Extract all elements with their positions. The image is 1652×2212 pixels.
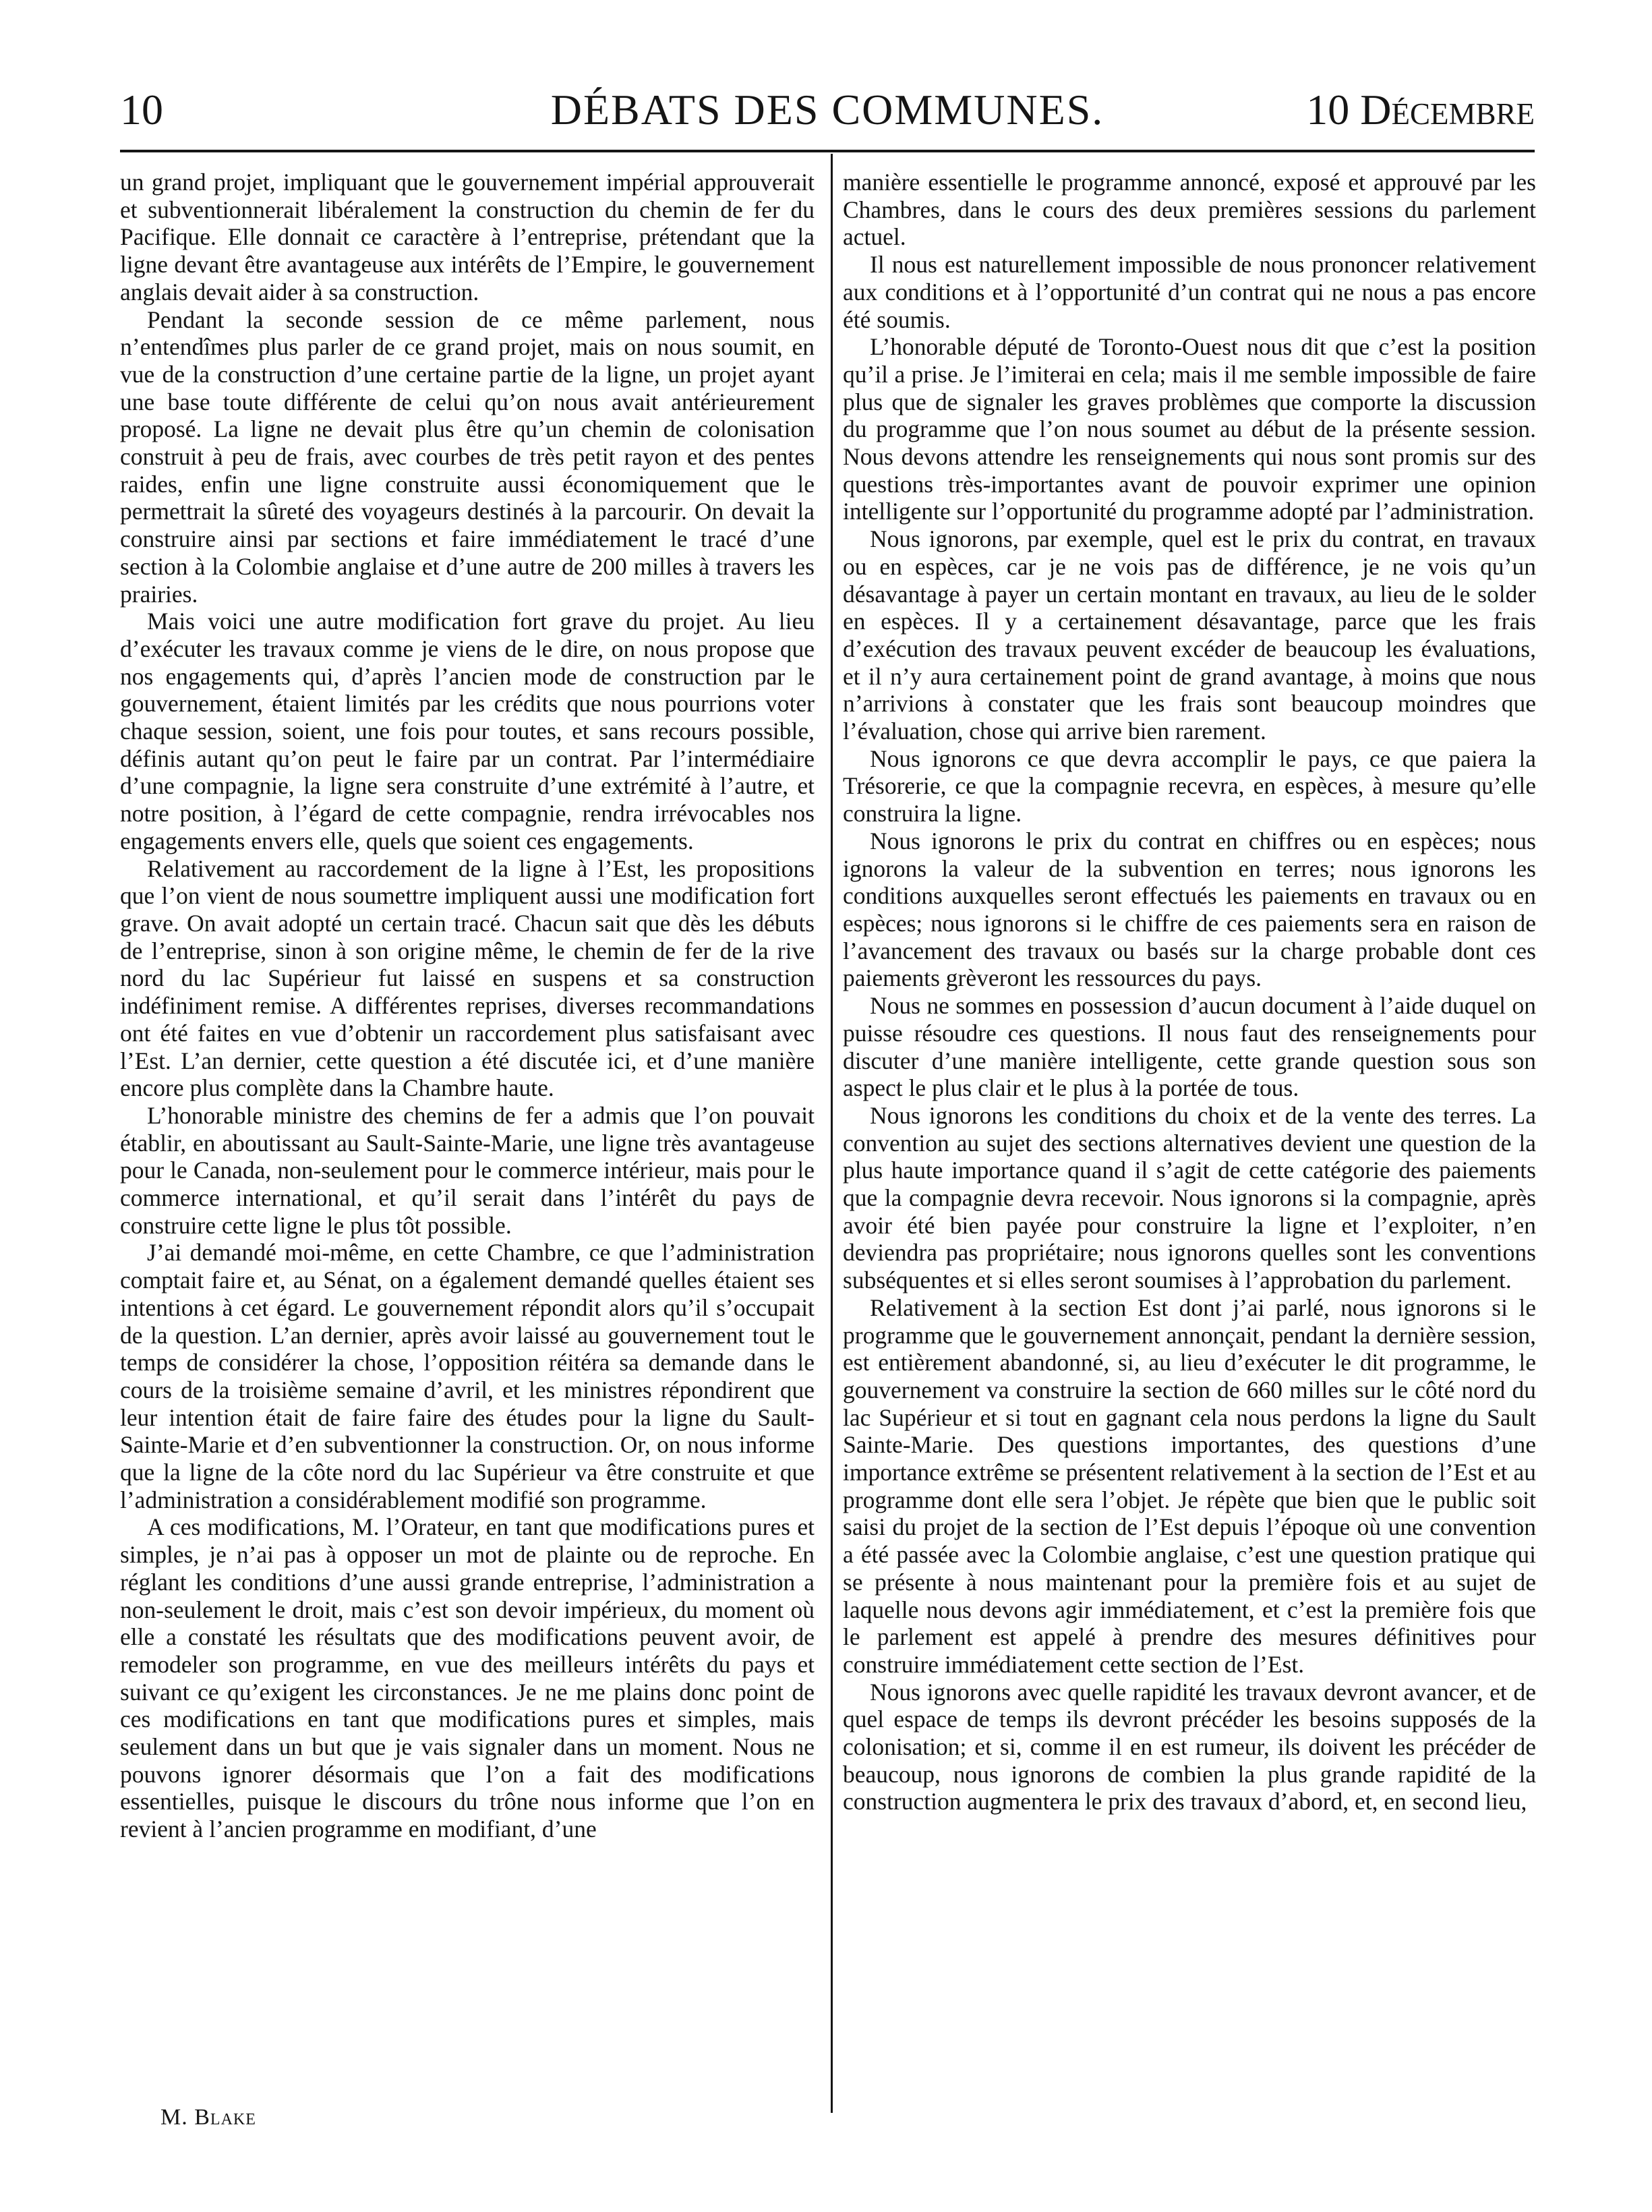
header-date: 10 Décembre: [1306, 86, 1535, 134]
paragraph: Pendant la seconde session de ce même parlement, nous n’entendîmes plus parler de ce grand projet, mais on nous soumit, en vue de la construction d’une certaine partie de la ligne, un projet ayant une base toute différente de celui qu’on nous avait antérieurement proposé. La ligne ne devait plus être qu’un chemin de colonisation construit à peu de frais, avec courbes de très petit rayon et des pentes raides, enfin une ligne construite aussi économiquement que le permettrait la sûreté des voyageurs destinés à la parcourir. On devait la construire ainsi par sections et faire immédiatement le tracé d’une section à la Colombie anglaise et d’une autre de 200 milles à travers les prairies.: [120, 305, 815, 608]
column-divider: [831, 154, 833, 2113]
paragraph: Relativement au raccordement de la ligne à l’Est, les propositions que l’on vient de nous soumettre impliquent aussi une modification fort grave. On avait adopté un certain tracé. Chacun sait que dès les débuts de l’entreprise, sinon à son origine même, le chemin de fer de la rive nord du lac Supérieur fut laissé en suspens et sa construction indéfiniment remise. A différentes reprises, diverses recommandations ont été faites en vue d’obtenir un raccordement plus satisfaisant avec l’Est. L’an dernier, cette question a été discutée ici, et d’une manière encore plus complète dans la Chambre haute.: [120, 854, 815, 1102]
paragraph: Nous ignorons, par exemple, quel est le prix du contrat, en travaux ou en espèces, car je ne vois pas de différence, je ne vois qu’un désavantage à payer un certain montant en travaux, au lieu de le solder en espèces. Il y a certainement désavantage, parce que les frais d’exécution des travaux peuvent excéder de beaucoup les évaluations, et il n’y aura certainement point de grand avantage, à moins que nous n’arrivions à constater que les frais sont beaucoup moindres que l’évaluation, chose qui arrive bien rarement.: [843, 525, 1536, 745]
paragraph: J’ai demandé moi-même, en cette Chambre, ce que l’administration comptait faire et, au Sénat, on a également demandé quelles étaient ses intentions à cet égard. Le gouvernement répondit alors qu’il s’occupait de la question. L’an dernier, après avoir laissé au gouvernement tout le temps de considérer la chose, l’opposition réitéra sa demande dans le cours de la troisième semaine d’avril, et les ministres répondirent que leur intention était de faire faire des études pour la ligne du Sault-Sainte-Marie et d’en subventionner la construction. Or, on nous informe que la ligne de la côte nord du lac Supérieur va être construite et que l’administration a considérablement modifié son programme.: [120, 1239, 815, 1513]
header-rule: [120, 150, 1535, 152]
page-number: 10: [120, 86, 163, 134]
paragraph: Nous ne sommes en possession d’aucun document à l’aide duquel on puisse résoudre ces questions. Il nous faut des renseignements pour discuter d’une manière intelligente, cette grande question sous son aspect le plus clair et le plus à la portée de tous.: [843, 992, 1536, 1102]
paragraph: Nous ignorons le prix du contrat en chiffres ou en espèces; nous ignorons la valeur de la subvention en terres; nous ignorons les conditions auxquelles seront effectués les paiements en travaux ou en espèces; nous ignorons si le chiffre de ces paiements sera en raison de l’avancement des travaux ou basés sur la charge probable dont ces paiements grèveront les ressources du pays.: [843, 827, 1536, 992]
paragraph: manière essentielle le programme annoncé, exposé et approuvé par les Chambres, dans le cours des deux premières sessions du parlement actuel.: [843, 169, 1536, 251]
paragraph: Nous ignorons avec quelle rapidité les travaux devront avancer, et de quel espace de temps ils devront précéder les besoins supposés de la colonisation; et si, comme il en est rumeur, ils doivent les précéder de beaucoup, nous ignorons de combien la plus grande rapidité de la construction augmentera le prix des travaux d’abord, et, en second lieu,: [843, 1678, 1536, 1815]
left-column: [120, 169, 815, 2111]
paragraph: un grand projet, impliquant que le gouvernement impérial approuverait et subventionnerait libéralement la construction du chemin de fer du Pacifique. Elle donnait ce caractère à l’entreprise, prétendant que la ligne devant être avantageuse aux intérêts de l’Empire, le gouvernement anglais devait aider à sa construction.: [120, 169, 815, 305]
running-header: [120, 80, 1535, 140]
speaker-footer: M. Blake: [160, 2105, 256, 2130]
paragraph: Mais voici une autre modification fort grave du projet. Au lieu d’exécuter les travaux comme je viens de le dire, on nous propose que nos engagements qui, d’après l’ancien mode de construction par le gouvernement, étaient limités par les crédits que nous pourrions voter chaque session, soient, une fois pour toutes, et sans recours possible, définis autant qu’on peut le faire par un contrat. Par l’intermédiaire d’une compagnie, la ligne sera construite d’une extrémité à l’autre, et notre position, à l’égard de cette compagnie, rendra irrévocables nos engagements envers elle, quels que soient ces engagements.: [120, 608, 815, 854]
paragraph: Relativement à la section Est dont j’ai parlé, nous ignorons si le programme que le gouvernement annonçait, pendant la dernière session, est entièrement abandonné, si, au lieu d’exécuter le dit programme, le gouvernement va construire la section de 660 milles sur le côté nord du lac Supérieur et si tout en gagnant cela nous perdons la ligne du Sault Sainte-Marie. Des questions importantes, des questions d’une importance extrême se présentent relativement à la section de l’Est et au programme dont elle sera l’objet. Je répète que bien que le public soit saisi du projet de la section de l’Est depuis l’époque où une convention a été passée avec la Colombie anglaise, c’est une question pratique qui se présente à nous maintenant pour la première fois et au sujet de laquelle nous devons agir immédiatement, et c’est la première fois que le parlement est appelé à prendre des mesures définitives pour construire immédiatement cette section de l’Est.: [843, 1293, 1536, 1678]
paragraph: A ces modifications, M. l’Orateur, en tant que modifications pures et simples, je n’ai pas à opposer un mot de plainte ou de reproche. En réglant les conditions d’une aussi grande entreprise, l’administration a non-seulement le droit, mais c’est son devoir impérieux, du moment où elle a constaté les résultats que des modifications peuvent avoir, de remodeler son programme, en vue des meilleurs intérêts du pays et suivant ce qu’exigent les circonstances. Je ne me plains donc point de ces modifications en tant que modifications pures et simples, mais seulement dans un but que je vais signaler dans un moment. Nous ne pouvons ignorer désormais que l’on a fait des modifications essentielles, puisque le discours du trône nous informe que l’on en revient à l’ancien programme en modifiant, d’une: [120, 1513, 815, 1843]
right-column: [843, 169, 1536, 2111]
paragraph: Nous ignorons les conditions du choix et de la vente des terres. La convention au sujet des sections alternatives devient une question de la plus haute importance quand il s’agit de cette catégorie des paiements que la compagnie devra recevoir. Nous ignorons si la compagnie, après avoir été bien payée pour construire la ligne et l’exploiter, n’en deviendra pas propriétaire; nous ignorons quelles sont les conventions subséquentes et si elles seront soumises à l’approbation du parlement.: [843, 1101, 1536, 1294]
paragraph: L’honorable ministre des chemins de fer a admis que l’on pouvait établir, en aboutissant au Sault-Sainte-Marie, une ligne très avantageuse pour le Canada, non-seulement pour le commerce intérieur, mais pour le commerce international, et qu’il serait dans l’intérêt du pays de construire cette ligne le plus tôt possible.: [120, 1101, 815, 1239]
paragraph: L’honorable député de Toronto-Ouest nous dit que c’est la position qu’il a prise. Je l’imiterai en cela; mais il me semble impossible de faire plus que de signaler les graves problèmes que comporte la discussion du programme que l’on nous soumet au début de la présente session. Nous devons attendre les renseignements qui nous sont promis sur des questions très-importantes avant de pouvoir exprimer une opinion intelligente sur l’opportunité du programme adopté par l’administration.: [843, 333, 1536, 525]
paragraph: Nous ignorons ce que devra accomplir le pays, ce que paiera la Trésorerie, ce que la compagnie recevra, en espèces, à mesure qu’elle construira la ligne.: [843, 745, 1536, 827]
paragraph: Il nous est naturellement impossible de nous prononcer relativement aux conditions et à l’opportunité d’un contrat qui ne nous a pas encore été soumis.: [843, 251, 1536, 333]
publication-title: DÉBATS DES COMMUNES.: [550, 86, 1104, 134]
